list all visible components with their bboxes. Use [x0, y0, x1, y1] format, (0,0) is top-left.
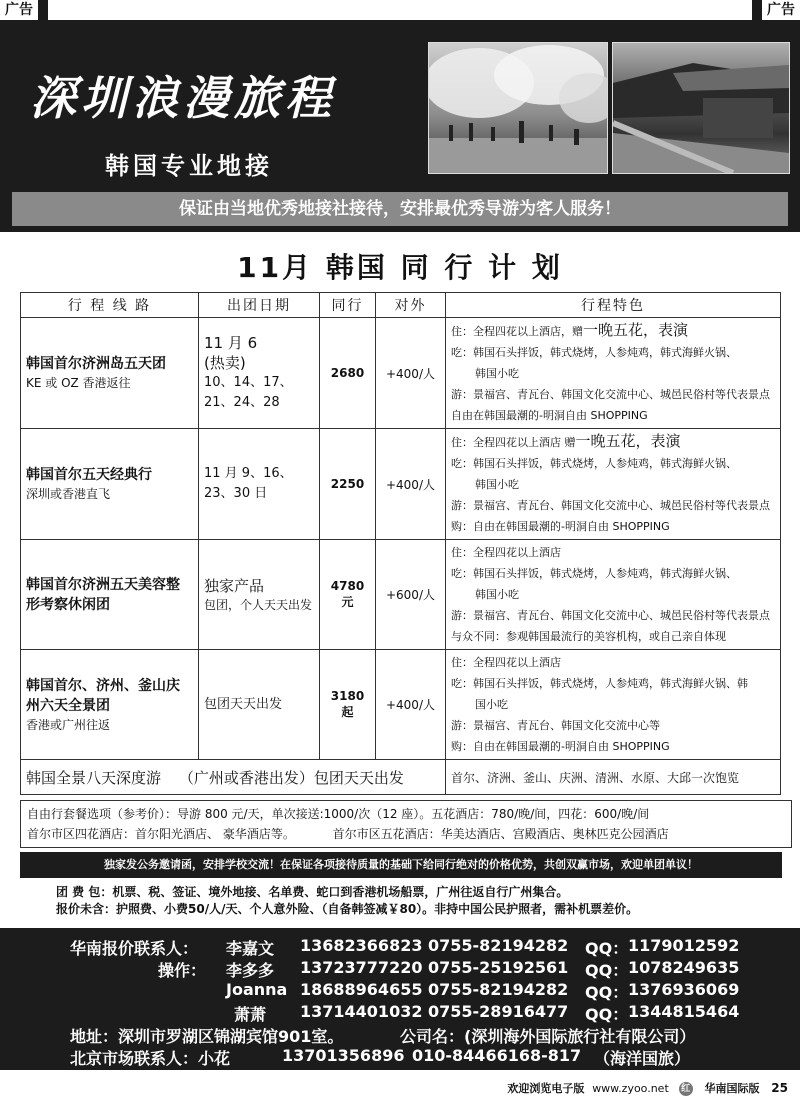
feature-stay-text: 住：全程四花以上酒店，赠: [451, 325, 583, 338]
route-sub: 香港或广州往返: [26, 717, 111, 732]
cherry-blossom-photo: [428, 42, 608, 174]
contact-company: 公司名：(深圳海外国际旅行社有限公司）: [400, 1027, 696, 1046]
feature-eat-cont: 韩国小吃: [475, 588, 519, 601]
route-sub: KE 或 OZ 香港返往: [26, 376, 131, 390]
contact-phone: 0755-82194282: [428, 980, 569, 999]
feature-stay-highlight: 一晚五花，表演: [575, 432, 681, 450]
contact-phone: 0755-25192561: [428, 958, 569, 977]
date-main: 11 月 6: [204, 334, 258, 352]
contact-name: 李嘉文: [226, 939, 275, 958]
route-cell: [21, 540, 199, 650]
contact-block: [0, 928, 800, 1070]
contact-qq-label: QQ：: [585, 1005, 629, 1024]
contact-label-main: 华南报价联系人：: [70, 939, 199, 958]
plan-title: 11月 韩国 同 行 计 划: [237, 251, 563, 284]
contact-mobile: 13682366823: [300, 936, 423, 955]
price-cell: 4780元: [320, 540, 376, 650]
header-date: 出团日期: [199, 293, 320, 318]
header-features: 行程特色: [446, 293, 781, 318]
page-footer: [0, 1074, 800, 1100]
feature-tour: 游：景福宫、青瓦台、韩国文化交流中心、城邑民俗村等代表景点: [451, 388, 770, 401]
contact-phone: 0755-82194282: [428, 936, 569, 955]
table-header-row: [21, 293, 781, 318]
contact-name: 萧萧: [234, 1005, 267, 1024]
beijing-contact-label: 北京市场联系人：小花: [70, 1049, 231, 1068]
date-rest: 包团，个人天天出发: [204, 598, 313, 612]
features-cell: [446, 650, 781, 760]
table-row: [21, 650, 781, 760]
date-note: (热卖): [204, 354, 246, 372]
feature-tour: 游：景福宫、青瓦台、韩国文化交流中心、城邑民俗村等代表景点: [451, 609, 770, 622]
feature-last: 自由在韩国最潮的-明洞自由 SHOPPING: [451, 409, 648, 422]
features-cell: [446, 318, 781, 429]
date-main: 11 月 9、16、23、30 日: [204, 466, 293, 501]
header-price: 同行: [320, 293, 376, 318]
fees-block: [56, 884, 638, 918]
tour-cell: [21, 760, 446, 795]
tour-note: （广州或香港出发）包团天天出发: [178, 768, 404, 787]
price-cell: 3180 起: [320, 650, 376, 760]
feature-last: 与众不同：参观韩国最流行的美容机构，或自己亲自体现: [451, 630, 726, 643]
beijing-org: （海洋国旅）: [594, 1049, 691, 1068]
features-cell: [446, 429, 781, 540]
footer-site: www.zyoo.net: [592, 1082, 669, 1095]
tour-cities: 首尔、济洲、釜山、庆洲、清洲、水原、大邱一次饱览: [446, 760, 781, 795]
ad-label-right: 广告: [762, 0, 800, 20]
feature-tour: 游：景福宫、青瓦台、韩国文化交流中心、城邑民俗村等代表景点: [451, 499, 770, 512]
route-cell: [21, 318, 199, 429]
contact-qq: 1078249635: [628, 958, 740, 977]
header-external: 对外: [376, 293, 446, 318]
date-main: 独家产品: [204, 577, 265, 595]
contact-mobile: 18688964655: [300, 980, 423, 999]
route-name: 韩国首尔、济州、釜山庆州六天全景团: [26, 677, 180, 714]
beijing-phone: 010-84466168-817: [412, 1046, 582, 1065]
brand-title: 深圳浪漫旅程: [30, 71, 336, 125]
date-cell: [199, 318, 320, 429]
fees-excluded: 报价未含：护照费、小费50/人/天、个人意外险、（自备韩签减￥80）。非持中国公民护照者，需补机票差价。: [56, 902, 639, 916]
feature-eat-cont: 韩国小吃: [475, 478, 519, 491]
feature-stay: [451, 431, 775, 453]
feature-stay: 住：全程四花以上酒店: [451, 546, 561, 559]
feature-stay: [451, 320, 775, 342]
contact-mobile: 13714401032: [300, 1002, 423, 1021]
hotel-five-star: 首尔市区五花酒店：华美达酒店、宫殿酒店、奥林匹克公园酒店: [332, 827, 669, 841]
route-name: 韩国首尔五天经典行: [26, 467, 152, 483]
feature-eat-cont: 韩国小吃: [475, 367, 519, 380]
external-price-cell: +600/人: [376, 540, 446, 650]
feature-eat: 吃：韩国石头拌饭，韩式烧烤，人参炖鸡，韩式海鲜火锅、: [451, 346, 737, 359]
header-route: 行 程 线 路: [21, 293, 199, 318]
beijing-mobile: 13701356896: [282, 1046, 405, 1065]
brand-subtitle: 韩国专业地接: [105, 151, 273, 180]
date-main: 包团天天出发: [204, 696, 283, 712]
contact-phone: 0755-28916477: [428, 1002, 569, 1021]
slogan-bar: 保证由当地优秀地接社接待，安排最优秀导游为客人服务！: [12, 192, 788, 226]
external-price-cell: +400/人: [376, 650, 446, 760]
contact-qq-label: QQ：: [585, 961, 629, 980]
price-cell: 2250: [320, 429, 376, 540]
tour-name: 韩国全景八天深度游: [26, 768, 162, 787]
table-row: [21, 318, 781, 429]
feature-eat: 吃：韩国石头拌饭，韩式烧烤，人参炖鸡，韩式海鲜火锅、: [451, 457, 737, 470]
page-number: 25: [771, 1081, 788, 1095]
free-travel-box: [20, 800, 792, 848]
itinerary-table: [20, 292, 781, 795]
route-name: 韩国首尔济洲岛五天团: [26, 356, 166, 372]
top-white-bar: [48, 0, 752, 20]
table-row: [21, 429, 781, 540]
contact-qq: 1179012592: [628, 936, 740, 955]
free-travel-line2: [27, 824, 785, 844]
feature-stay-text: 住：全程四花以上酒店 赠: [451, 436, 576, 449]
table-row: [21, 540, 781, 650]
footer-edition: 华南国际版: [704, 1082, 760, 1095]
contact-label-ops: 操作：: [158, 961, 207, 980]
header-banner: [0, 0, 800, 232]
contact-qq: 1376936069: [628, 980, 740, 999]
magazine-logo-icon: 红: [679, 1082, 693, 1096]
date-cell: [199, 650, 320, 760]
feature-stay-highlight: 一晚五花，表演: [583, 321, 689, 339]
contact-mobile: 13723777220: [300, 958, 423, 977]
korean-roof-illustration: [613, 43, 789, 173]
notice-bar: 独家发公务邀请函，安排学校交流！在保证各项接待质量的基础下给同行绝对的价格优势，共创双赢市场，欢迎单团单议！: [20, 852, 782, 878]
feature-eat: 吃：韩国石头拌饭，韩式烧烤，人参炖鸡，韩式海鲜火锅、韩: [451, 677, 748, 690]
price-cell: 2680: [320, 318, 376, 429]
table-row-tour: [21, 760, 781, 795]
feature-eat-cont: 国小吃: [475, 698, 508, 711]
fees-included: 团 费 包：机票、税、签证、境外地接、名单费、蛇口到香港机场船票，广州往返自行广州集合。: [56, 885, 569, 899]
route-cell: [21, 429, 199, 540]
korean-roof-photo: [612, 42, 790, 174]
contact-qq: 1344815464: [628, 1002, 740, 1021]
cherry-blossom-illustration: [429, 43, 607, 173]
external-price-cell: +400/人: [376, 429, 446, 540]
features-cell: [446, 540, 781, 650]
free-travel-line1: 自由行套餐选项（参考价）：导游 800 元/天，单次接送:1000/次（12 座）。五花酒店：780/晚/间，四花：600/晚/间: [27, 807, 650, 821]
route-sub: 深圳或香港直飞: [26, 487, 111, 501]
contact-name: Joanna: [226, 980, 288, 999]
route-name: 韩国首尔济洲五天美容整形考察休闲团: [26, 576, 180, 613]
date-rest: 10、14、17、21、24、28: [204, 375, 293, 410]
footer-text: [507, 1080, 788, 1096]
date-cell: [199, 429, 320, 540]
route-cell: [21, 650, 199, 760]
feature-last: 购：自由在韩国最潮的-明洞自由 SHOPPING: [451, 740, 670, 753]
date-cell: [199, 540, 320, 650]
feature-stay: 住：全程四花以上酒店: [451, 656, 561, 669]
feature-tour: 游：景福宫、青瓦台、韩国文化交流中心等: [451, 719, 660, 732]
ad-label-left: 广告: [0, 0, 38, 20]
contact-qq-label: QQ：: [585, 983, 629, 1002]
contact-qq-label: QQ：: [585, 939, 629, 958]
contact-name: 李多多: [226, 961, 275, 980]
feature-last: 购：自由在韩国最潮的-明洞自由 SHOPPING: [451, 520, 670, 533]
feature-eat: 吃：韩国石头拌饭，韩式烧烤，人参炖鸡，韩式海鲜火锅、: [451, 567, 737, 580]
contact-address: 地址：深圳市罗湖区锦湖宾馆901室。: [70, 1027, 344, 1046]
footer-welcome: 欢迎浏览电子版: [507, 1082, 585, 1095]
hotel-four-star: 首尔市区四花酒店：首尔阳光酒店、 豪华酒店等。: [27, 827, 295, 841]
external-price-cell: +400/人: [376, 318, 446, 429]
